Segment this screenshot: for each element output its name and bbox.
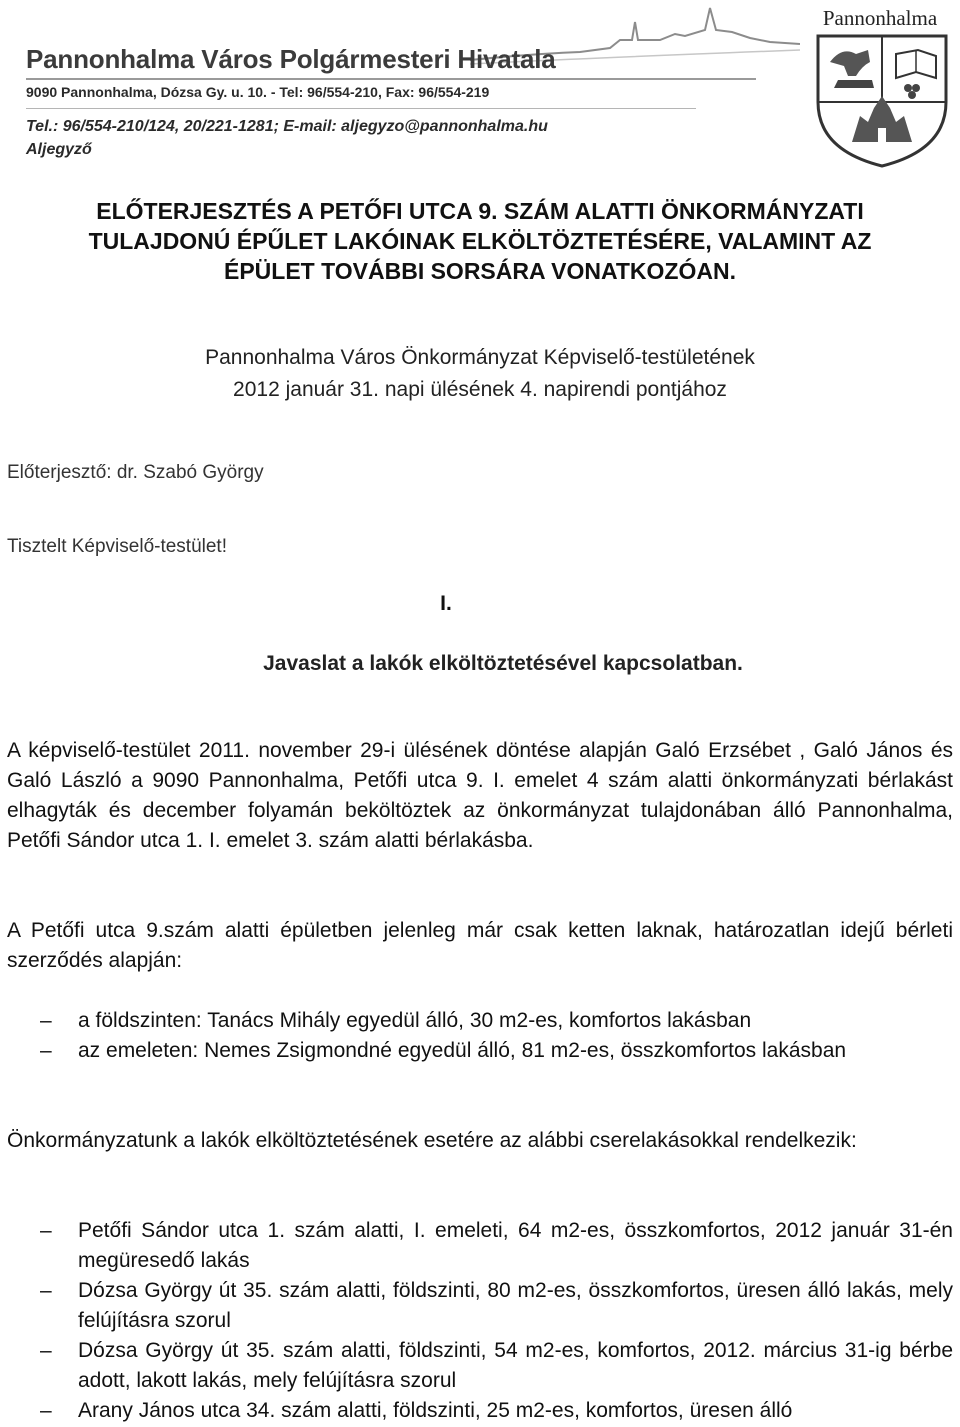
list-item [7,1396,953,1426]
title-line: TULAJDONÚ ÉPŰLET LAKÓINAK ELKÖLTÖZTETÉSÉRE, VALAMINT AZ [88,228,872,254]
title-line: ÉPÜLET TOVÁBBI SORSÁRA VONATKOZÓAN. [224,258,736,284]
paragraph-current-tenants: A Petőfi utca 9.szám alatti épületben jelenleg már csak ketten laknak, határozatlan idejű bérleti szerződés alapján: [7,919,953,972]
list-item [7,1036,953,1066]
list-dash: – [40,1039,52,1062]
list-item-text: Dózsa György út 35. szám alatti, földszinti, 80 m2-es, összkomfortos, üresen álló lakás, mely felújításra szorul [78,1279,953,1332]
list-dash: – [40,1219,52,1242]
list-dash: – [40,1399,52,1422]
list-item-text: a földszinten: Tanács Mihály egyedül álló, 30 m2-es, komfortos lakásban [78,1009,752,1032]
subtitle-line: Pannonhalma Város Önkormányzat Képviselő-testületének [205,346,755,369]
list-item [7,1006,953,1036]
letterhead-role: Aljegyző [26,141,92,158]
list-item-text: Arany János utca 34. szám alatti, földszinti, 25 m2-es, komfortos, üresen álló [78,1399,793,1422]
paragraph-replacement-flats: Önkormányzatunk a lakók elköltöztetésének esetére az alábbi cserelakásokkal rendelkezik: [7,1129,857,1152]
list-dash: – [40,1339,52,1362]
letterhead-divider-thin [26,108,696,109]
section-number: I. [440,592,452,615]
list-item-text: Petőfi Sándor utca 1. szám alatti, I. emeleti, 64 m2-es, összkomfortos, 2012 január 31-én megüresedő lakás [78,1219,953,1272]
letterhead-contact: Tel.: 96/554-210/124, 20/221-1281; E-mail: aljegyzo@pannonhalma.hu [26,118,548,135]
list-item-text: Dózsa György út 35. szám alatti, földszinti, 54 m2-es, komfortos, 2012. március 31-ig bérbe adott, lakott lakás, mely felújításra szorul [78,1339,953,1392]
document-title [0,196,960,286]
paragraph-moved-tenants: A képviselő-testület 2011. november 29-i ülésének döntése alapján Galó Erzsébet , Galó János és Galó László a 9090 Pannonhalma, Petőfi utca 9. I. emelet 4 szám alatti önkormányzati bérlakást elhagyták és december folyamán beköltöztek az önkormányzat tulajdonában álló Pannonhalma, Petőfi Sándor utca 1. I. emelet 3. szám alatti bérlakásba. [7,739,953,852]
list-item-text: az emeleten: Nemes Zsigmondné egyedül álló, 81 m2-es, összkomfortos lakásban [78,1039,847,1062]
presenter-line: Előterjesztő: dr. Szabó György [7,462,264,483]
letterhead-address: 9090 Pannonhalma, Dózsa Gy. u. 10. - Tel: 96/554-210, Fax: 96/554-219 [26,84,490,100]
replacement-flats-list [7,1216,953,1426]
subtitle-line: 2012 január 31. napi ülésének 4. napirendi pontjához [233,378,727,401]
list-item [7,1336,953,1396]
salutation: Tisztelt Képviselő-testület! [7,536,227,557]
letterhead-divider [26,78,756,80]
letterhead-org-name: Pannonhalma Város Polgármesteri Hivatala [26,44,556,74]
list-dash: – [40,1279,52,1302]
title-line: ELŐTERJESZTÉS A PETŐFI UTCA 9. SZÁM ALATTI ÖNKORMÁNYZATI [96,198,864,224]
coat-of-arms-icon [812,32,952,170]
document-subtitle [0,342,960,406]
section-title: Javaslat a lakók elköltöztetésével kapcsolatban. [263,652,743,675]
list-item [7,1216,953,1276]
current-tenants-list [7,1006,953,1066]
list-item [7,1276,953,1336]
list-dash: – [40,1009,52,1032]
letterhead [0,0,960,170]
crest-title: Pannonhalma [822,6,938,30]
